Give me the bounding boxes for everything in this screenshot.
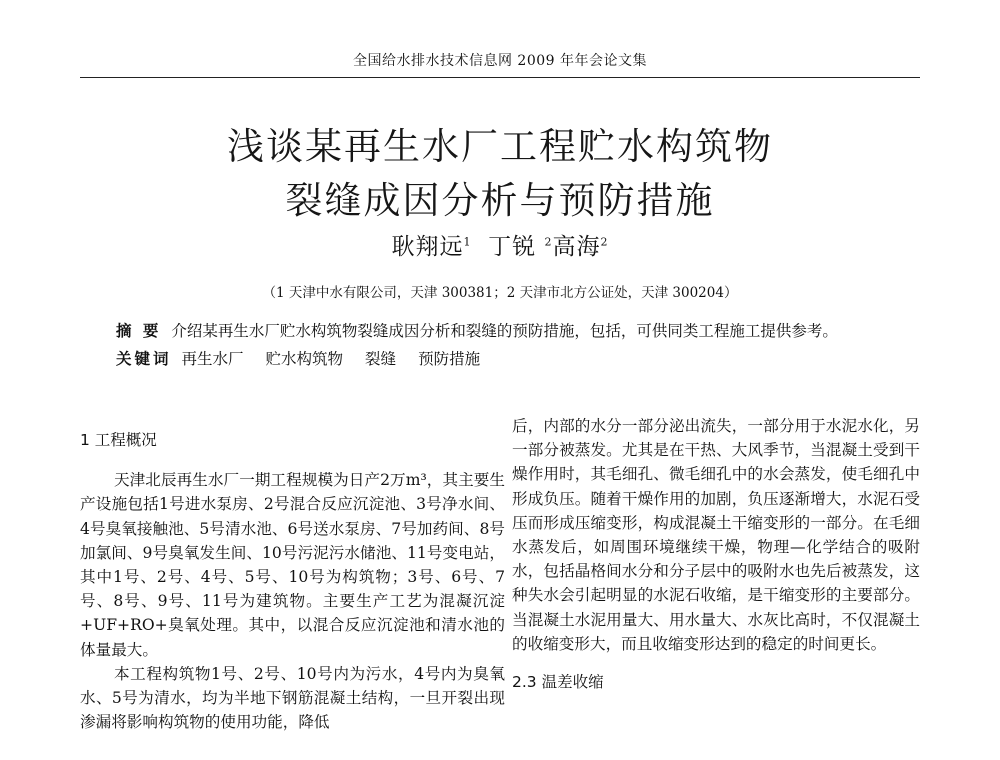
body-paragraph: 后，内部的水分一部分泌出流失，一部分用于水泥水化，另一部分被蒸发。尤其是在干热、大风季节，当混凝土受到干燥作用时，其毛细孔、微毛细孔中的水会蒸发，使毛细孔中形成负压。随着干燥作用的加剧，负压逐渐增大，水泥石受压而形成压缩变形，构成混凝土干缩变形的一部分。在毛细水蒸发后，如周围环境继续干燥，物理—化学结合的吸附水，包括晶格间水分和分子层中的吸附水也先后被蒸发，这种失水会引起明显的水泥石收缩，是干缩变形的主要部分。当混凝土水泥用量大、用水量大、水灰比高时，不仅混凝土的收缩变形大，而且收缩变形达到的稳定的时间更长。 (512, 417, 920, 653)
author-name: 丁锐 (488, 234, 537, 260)
keyword: 再生水厂 (181, 350, 244, 368)
section-title-1: 1 工程概况 (80, 431, 157, 449)
keyword: 裂缝 (365, 350, 397, 368)
abstract-text: 介绍某再生水厂贮水构筑物裂缝成因分析和裂缝的预防措施，包括，可供同类工程施工提供参考。 (171, 322, 838, 340)
affiliation: （1 天津中水有限公司，天津 300381；2 天津市北方公证处，天津 300204） (262, 285, 738, 301)
author-mark: 2 (600, 235, 609, 249)
header-rule (80, 77, 920, 78)
author-list (0, 228, 1000, 261)
keywords-label: 关键词 (116, 349, 172, 368)
title-line-1: 浅谈某再生水厂工程贮水构筑物 (227, 125, 773, 168)
author-name: 耿翔远 (391, 234, 464, 260)
author-mark: 2 (544, 235, 553, 249)
keywords-paragraph (80, 345, 920, 373)
author-name: 高海 (552, 234, 601, 260)
right-column (512, 414, 920, 694)
abstract-paragraph (80, 317, 920, 345)
section-title-2-3: 2.3 温差收缩 (512, 673, 604, 692)
left-column (80, 428, 505, 734)
body-paragraph: 本工程构筑物1号、2号、10号内为污水，4号内为臭氧水、5号为清水，均为半地下钢筋混凝土结构，一旦开裂出现渗漏将影响构筑物的使用功能，降低 (80, 664, 505, 732)
author-mark: 1 (463, 235, 472, 249)
abstract-label: 摘 要 (116, 321, 162, 340)
journal-header: 全国给水排水技术信息网 2009 年年会论文集 (352, 53, 648, 69)
keyword: 贮水构筑物 (265, 350, 344, 368)
body-paragraph: 天津北辰再生水厂一期工程规模为日产2万m³，其主要生产设施包括1号进水泵房、2号混合反应沉淀池、3号净水间、4号臭氧接触池、5号清水池、6号送水泵房、7号加药间、8号加氯间、9号臭氧发生间、10号污泥污水储池、11号变电站，其中1号、2号、4号、5号、10号为构筑物；3号、6号、7号、8号、9号、11号为建筑物。主要生产工艺为混凝沉淀+UF+RO+臭氧处理。其中，以混合反应沉淀池和清水池的体量最大。 (80, 471, 505, 659)
title-line-2: 裂缝成因分析与预防措施 (285, 179, 715, 222)
abstract-block (80, 317, 920, 373)
keyword: 预防措施 (418, 350, 481, 368)
